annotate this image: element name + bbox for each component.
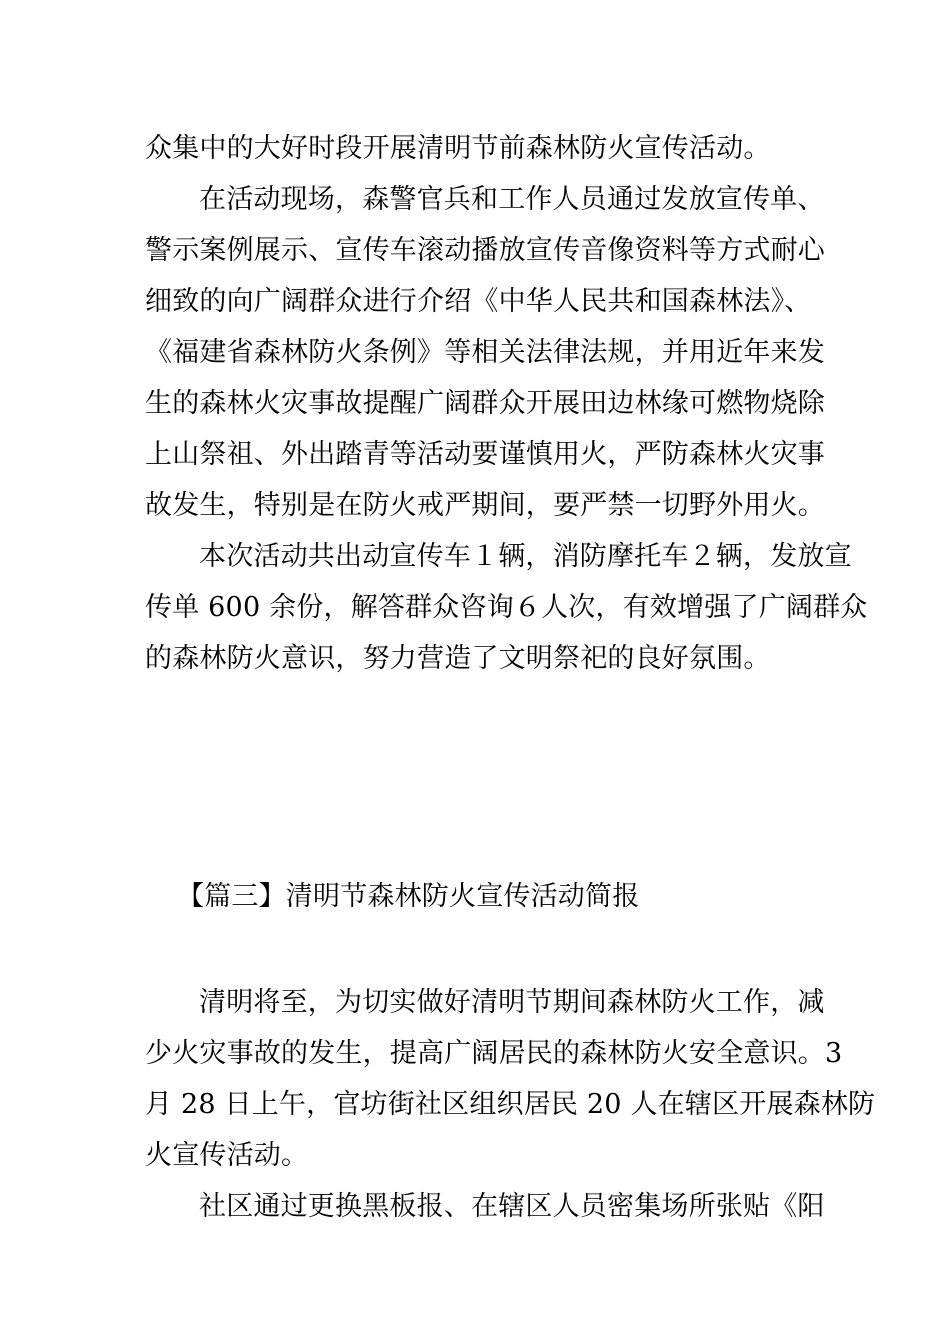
paragraph-line: 众集中的大好时段开展清明节前森林防火宣传活动。 [145, 133, 771, 164]
paragraph-line: 清明将至，为切实做好清明节期间森林防火工作，减 [199, 987, 825, 1018]
paragraph-line: 月 28 日上午，官坊街社区组织居民 20 人在辖区开展森林防 [145, 1089, 876, 1120]
paragraph-line: 《福建省森林防火条例》等相关法律法规，并用近年来发 [145, 337, 825, 368]
paragraph-line: 少火灾事故的发生，提高广阔居民的森林防火安全意识。3 [145, 1038, 843, 1069]
paragraph-line: 上山祭祖、外出踏青等活动要谨慎用火，严防森林火灾事 [145, 439, 825, 470]
paragraph-line: 的森林防火意识，努力营造了文明祭祀的良好氛围。 [145, 643, 771, 674]
paragraph-line: 在活动现场，森警官兵和工作人员通过发放宣传单、 [199, 184, 825, 215]
paragraph-line: 社区通过更换黑板报、在辖区人员密集场所张贴《阳 [199, 1191, 825, 1222]
paragraph-line: 传单 600 余份，解答群众咨询６人次，有效增强了广阔群众 [145, 592, 868, 623]
paragraph-line: 本次活动共出动宣传车１辆，消防摩托车２辆，发放宣 [199, 541, 852, 572]
paragraph-line: 生的森林火灾事故提醒广阔群众开展田边林缘可燃物烧除 [145, 388, 825, 419]
paragraph-line: 细致的向广阔群众进行介绍《中华人民共和国森林法》、 [145, 286, 812, 317]
section-heading: 【篇三】清明节森林防火宣传活动简报 [177, 881, 640, 912]
paragraph-line: 警示案例展示、宣传车滚动播放宣传音像资料等方式耐心 [145, 235, 825, 266]
paragraph-line: 故发生，特别是在防火戒严期间，要严禁一切野外用火。 [145, 490, 825, 521]
paragraph-line: 火宣传活动。 [145, 1140, 309, 1171]
